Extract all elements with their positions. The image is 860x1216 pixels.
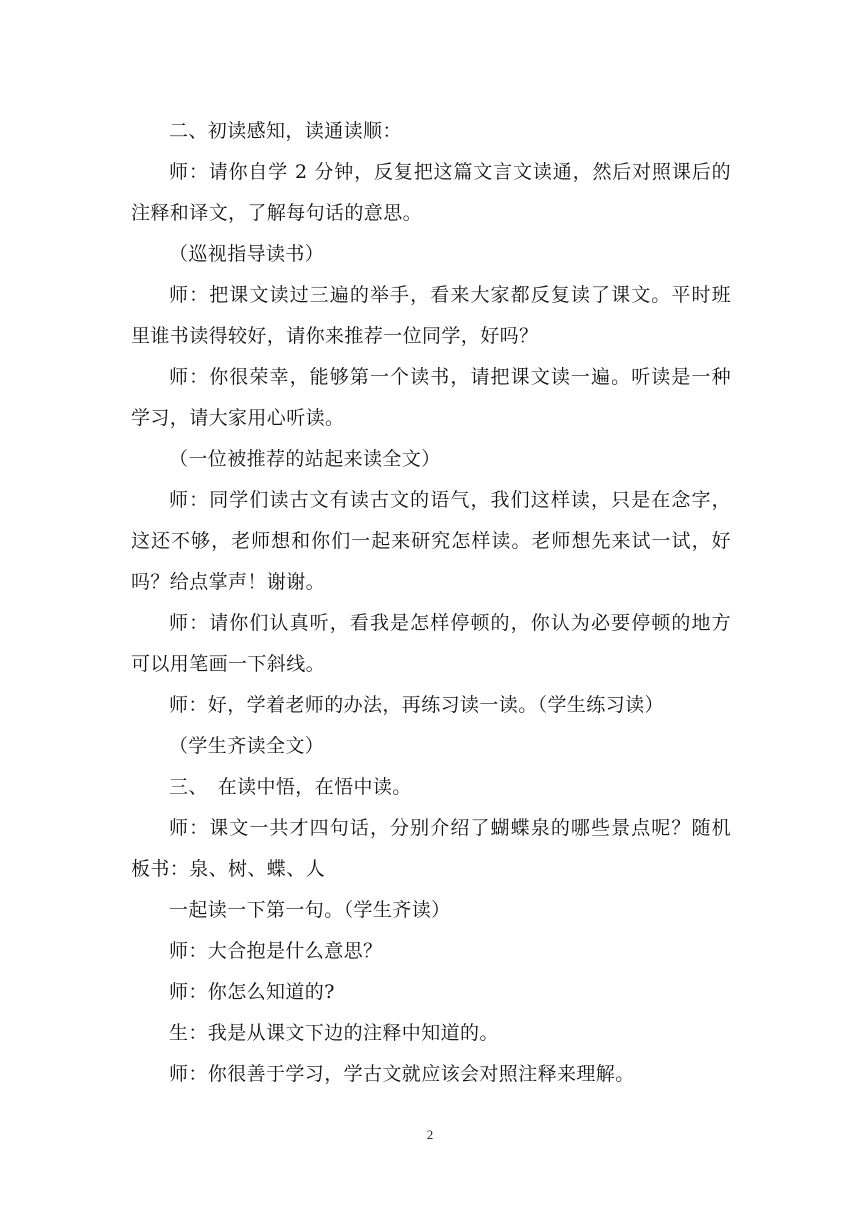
paragraph-stage-note-patrol: （巡视指导读书）: [169, 243, 325, 265]
paragraph-ancient-tone: 师：同学们读古文有读古文的语气，我们这样读，只是在念字，这还不够，老师想和你们一起来研究怎样读。老师想先来试一试，好吗？给点掌声！谢谢。: [131, 489, 731, 593]
section-heading-first-reading: 二、初读感知，读通读顺：: [169, 120, 402, 142]
paragraph-stage-note-chorus: （学生齐读全文）: [169, 735, 325, 757]
paragraph-question-meaning: 师：大合抱是什么意思？: [169, 940, 383, 962]
paragraph-practice-reading: 师：好，学着老师的办法，再练习读一读。（学生练习读）: [169, 694, 664, 716]
document-body: [131, 111, 731, 1095]
section-heading-understanding: 三、 在读中悟，在悟中读。: [169, 776, 412, 798]
paragraph-teacher-praise: 师：你很善于学习，学古文就应该会对照注释来理解。: [169, 1063, 635, 1085]
paragraph-stage-note-reading: （一位被推荐的站起来读全文）: [169, 448, 441, 470]
paragraph-pause-marks: 师：请你们认真听，看我是怎样停顿的，你认为必要停顿的地方可以用笔画一下斜线。: [131, 612, 731, 675]
paragraph-student-answer: 生：我是从课文下边的注释中知道的。: [169, 1022, 499, 1044]
paragraph-question-how: 师：你怎么知道的?: [169, 981, 335, 1003]
paragraph-read-first-sentence: 一起读一下第一句。（学生齐读）: [169, 899, 451, 921]
paragraph-self-study: 师：请你自学 2 分钟，反复把这篇文言文读通，然后对照课后的注释和译文，了解每句话的意思。: [131, 161, 731, 224]
paragraph-honored-reader: 师：你很荣幸，能够第一个读书，请把课文读一遍。听读是一种学习，请大家用心听读。: [131, 366, 731, 429]
page-number: 2: [426, 1127, 434, 1142]
paragraph-four-sentences: 师：课文一共才四句话，分别介绍了蝴蝶泉的哪些景点呢？随机板书：泉、树、蝶、人: [131, 817, 731, 880]
paragraph-recommend-student: 师：把课文读过三遍的举手，看来大家都反复读了课文。平时班里谁书读得较好，请你来推荐一位同学，好吗？: [131, 284, 731, 347]
